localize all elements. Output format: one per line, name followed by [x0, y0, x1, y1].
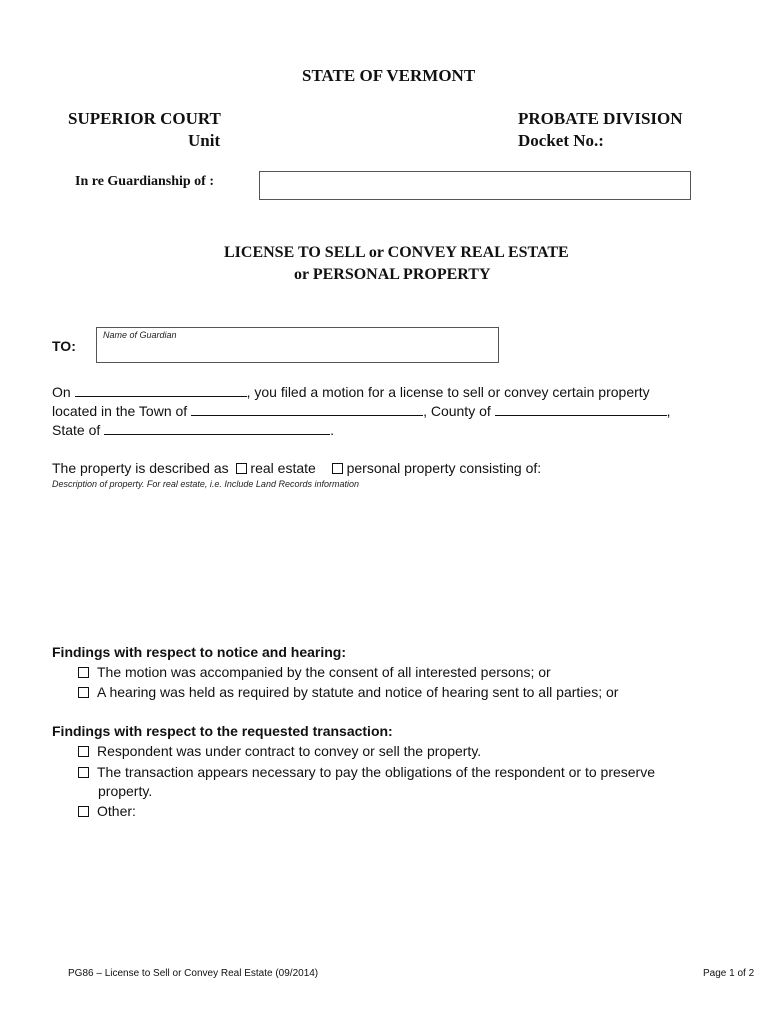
guardianship-name-field[interactable]: [259, 171, 691, 200]
state-blank[interactable]: [104, 423, 330, 435]
motion-line-2: [52, 403, 671, 419]
real-estate-label: real estate: [250, 460, 316, 476]
division-name: PROBATE DIVISION: [518, 109, 683, 128]
town-label: located in the Town of: [52, 403, 188, 419]
hearing-option[interactable]: [78, 684, 618, 700]
town-blank[interactable]: [191, 404, 423, 416]
period: .: [330, 422, 335, 438]
form-title-line2: or PERSONAL PROPERTY: [294, 266, 491, 283]
county-blank[interactable]: [495, 404, 667, 416]
obligations-label: The transaction appears necessary to pay the obligations of the respondent or to preserve: [97, 764, 656, 780]
property-description-area[interactable]: [52, 494, 692, 634]
contract-checkbox[interactable]: [78, 746, 89, 757]
on-label: On: [52, 384, 71, 400]
obligations-option[interactable]: [78, 764, 655, 780]
guardian-name-field[interactable]: [96, 327, 499, 363]
motion-filed-text: , you filed a motion for a license to sell or convey certain property: [246, 384, 650, 400]
county-label: , County of: [423, 403, 491, 419]
other-checkbox[interactable]: [78, 806, 89, 817]
other-option[interactable]: [78, 803, 136, 819]
consent-label: The motion was accompanied by the consent of all interested persons; or: [97, 664, 551, 680]
form-title-line1: LICENSE TO SELL or CONVEY REAL ESTATE: [224, 244, 569, 261]
hearing-label: A hearing was held as required by statute and notice of hearing sent to all parties; or: [97, 684, 619, 700]
contract-label: Respondent was under contract to convey or sell the property.: [97, 743, 482, 759]
motion-date-blank[interactable]: [75, 385, 247, 397]
obligations-checkbox[interactable]: [78, 767, 89, 778]
unit-label: Unit: [188, 131, 221, 150]
consent-option[interactable]: [78, 664, 551, 680]
form-id-footer: PG86 – License to Sell or Convey Real Estate (09/2014): [68, 968, 319, 979]
findings-notice-heading: Findings with respect to notice and hearing:: [52, 644, 347, 660]
in-re-label: In re Guardianship of :: [75, 174, 214, 189]
real-estate-checkbox[interactable]: [236, 463, 247, 474]
guardian-name-caption: Name of Guardian: [103, 330, 177, 340]
motion-line-3: [52, 422, 334, 438]
other-label: Other:: [97, 803, 136, 819]
docket-label: Docket No.:: [518, 131, 604, 150]
personal-property-checkbox[interactable]: [332, 463, 343, 474]
obligations-continuation: property.: [98, 783, 153, 799]
motion-line-1: [52, 384, 650, 400]
contract-option[interactable]: [78, 743, 481, 759]
findings-transaction-heading: Findings with respect to the requested transaction:: [52, 723, 393, 739]
personal-property-label: personal property consisting of:: [346, 460, 542, 476]
described-as-label: The property is described as: [52, 460, 229, 476]
state-label: State of: [52, 422, 101, 438]
state-heading: STATE OF VERMONT: [302, 66, 476, 85]
property-description-caption: Description of property. For real estate, i.e. Include Land Records information: [52, 479, 359, 489]
hearing-checkbox[interactable]: [78, 687, 89, 698]
comma: ,: [666, 403, 671, 419]
to-label: TO:: [52, 338, 76, 354]
consent-checkbox[interactable]: [78, 667, 89, 678]
court-name: SUPERIOR COURT: [68, 109, 221, 128]
page-number: Page 1 of 2: [703, 968, 755, 979]
property-line: [52, 460, 541, 476]
